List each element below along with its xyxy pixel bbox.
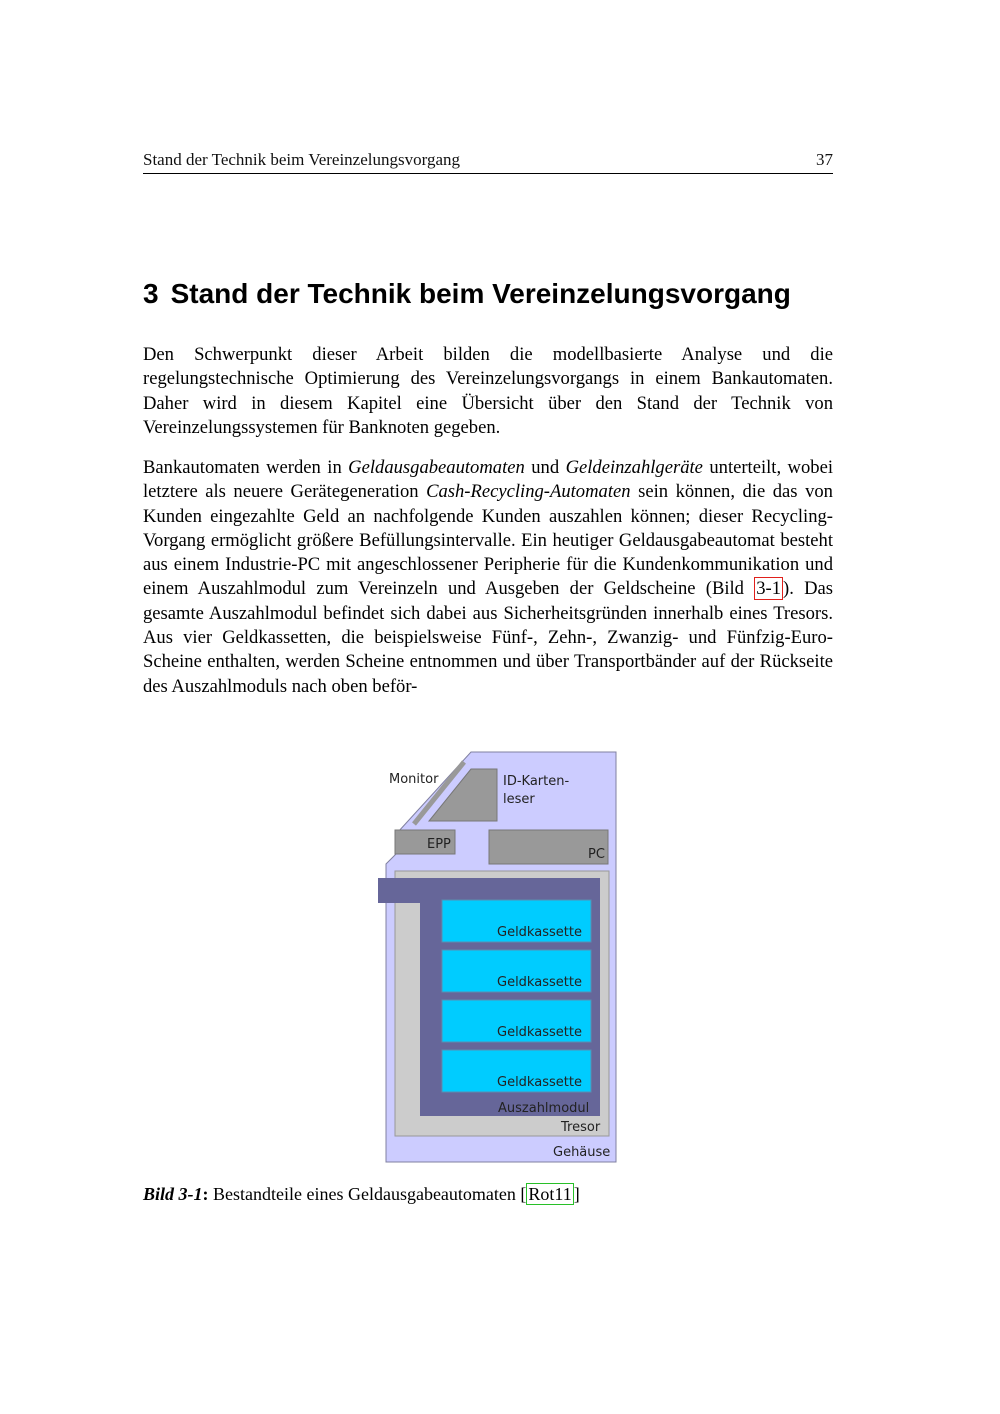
label-cassette-3: Geldkassette — [497, 1025, 582, 1040]
label-id-card-reader-1: ID-Karten- — [503, 774, 570, 789]
text-run: sein können, die das von Kunden eingezahlte Geld an nachfolgende Kunden auszahlen können; dieser Recycling-Vorgang ermöglicht größere Befüllungsintervalle. Ein heutiger Geldausgabeautomat besteht aus einem Industrie-PC mit angeschlossener Peripherie für die Kundenkommunikation und einem Auszahlmodul zum Vereinzeln und Ausgeben der Geldscheine (Bild — [143, 481, 833, 600]
text-run: ). Das gesamte Auszahlmodul befindet sich dabei aus Sicherheitsgründen innerhalb eines Tresors. Aus vier Geldkassetten, die beispielsweise Fünf-, Zehn-, Zwanzig- und Fünfzig-Euro-Scheine enthalten, werden Scheine entnommen und über Transportbänder auf der Rückseite des Auszahlmoduls nach oben beför- — [143, 578, 833, 697]
text-run: und — [524, 457, 566, 478]
label-epp: EPP — [427, 837, 451, 852]
chapter-heading — [143, 278, 843, 310]
paragraph-intro: Den Schwerpunkt dieser Arbeit bilden die modellbasierte Analyse und die regelungstechnische Optimierung des Vereinzelungsvorgangs in einem Bankautomaten. Daher wird in diesem Kapitel eine Übersicht über den Stand der Technik von Vereinzelungssystemen für Banknoten gegeben. — [143, 344, 833, 438]
caption-text: Bestandteile eines Geldausgabeautomaten — [208, 1184, 521, 1204]
label-cassette-1: Geldkassette — [497, 925, 582, 940]
text-run: Bankautomaten werden in — [143, 457, 349, 478]
label-dispenser-module: Auszahlmodul — [498, 1101, 590, 1116]
label-cassette-4: Geldkassette — [497, 1075, 582, 1090]
label-housing: Gehäuse — [553, 1145, 611, 1160]
atm-components-figure — [376, 748, 626, 1166]
citation-link[interactable]: Rot11 — [528, 1184, 572, 1204]
figure-caption: Bild 3-1: Bestandteile eines Geldausgabeautomaten [ Rot11 ] — [143, 1184, 580, 1204]
paragraph-atm-overview — [143, 456, 833, 699]
term-geldeinzahlgeraete: Geldeinzahlgeräte — [565, 457, 703, 478]
label-id-card-reader-2: leser — [503, 792, 535, 807]
page-number: 37 — [816, 150, 833, 169]
chapter-number: 3 — [143, 278, 159, 309]
label-safe: Tresor — [561, 1120, 601, 1135]
label-pc: PC — [588, 847, 605, 862]
text-run: unterteilt, wobei letztere als neuere Gerätegeneration — [143, 457, 833, 503]
term-geldausgabeautomaten: Geldausgabeautomaten — [348, 457, 525, 478]
figure-reference-link[interactable]: 3-1 — [756, 578, 781, 600]
term-cash-recycling: Cash-Recycling-Automaten — [426, 481, 631, 503]
running-header-title: Stand der Technik beim Vereinzelungsvorgang — [143, 150, 461, 169]
running-header — [143, 148, 833, 174]
caption-colon: : — [202, 1184, 209, 1204]
label-cassette-2: Geldkassette — [497, 975, 582, 990]
caption-label: Bild 3-1 — [143, 1184, 203, 1204]
atm-diagram — [376, 748, 626, 1166]
label-monitor: Monitor — [389, 772, 439, 787]
chapter-title: Stand der Technik beim Vereinzelungsvorgang — [170, 278, 791, 309]
